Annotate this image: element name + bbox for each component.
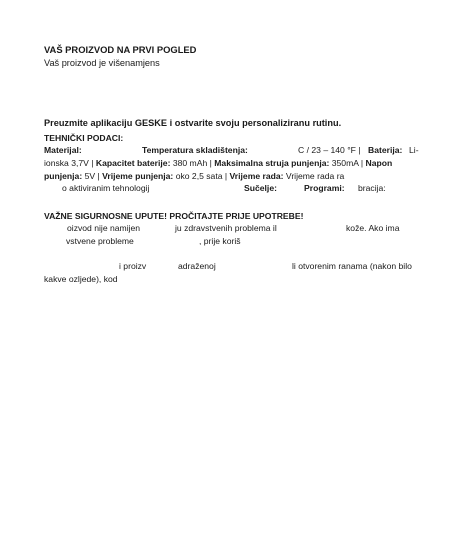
temp-label: Temperatura skladištenja: xyxy=(142,145,248,155)
max-current-label: Maksimalna struja punjenja: xyxy=(214,158,330,168)
safety-line-2a: vstvene probleme xyxy=(66,236,134,246)
app-prompt: Preuzmite aplikaciju GESKE i ostvarite svoju personaliziranu rutinu. xyxy=(44,118,342,128)
safety-line-3c: li otvorenim ranama (nakon bilo xyxy=(292,261,412,271)
safety-line-4a: kakve ozljede), kod xyxy=(44,274,118,284)
charge-time-value: oko 2,5 sata | xyxy=(175,171,228,181)
safety-line-2b: , prije koriš xyxy=(199,236,241,246)
interface-label: Sučelje: xyxy=(244,183,277,193)
safety-line-1c: kože. Ako ima xyxy=(346,223,400,233)
safety-line-3a: i proizv xyxy=(119,261,147,271)
safety-line-3b: adraženoj xyxy=(178,261,216,271)
max-current-value: 350mA | xyxy=(331,158,364,168)
tech-heading: TEHNIČKI PODACI: xyxy=(44,133,124,143)
safety-line-1b: ju zdravstvenih problema il xyxy=(175,223,277,233)
charge-time-label: Vrijeme punjenja: xyxy=(102,171,174,181)
battery-value-cont: ionska 3,7V | xyxy=(44,158,94,168)
capacity-value: 380 mAh | xyxy=(172,158,212,168)
section-subtitle: Vaš proizvod je višenamjens xyxy=(44,58,160,68)
temp-value: C / 23 – 140 °F | xyxy=(298,145,361,155)
run-time-label: Vrijeme rada: xyxy=(229,171,284,181)
safety-heading: VAŽNE SIGURNOSNE UPUTE! PROČITAJTE PRIJE UPOTREBE! xyxy=(44,211,304,221)
battery-label: Baterija: xyxy=(368,145,403,155)
voltage-label-cont: punjenja: xyxy=(44,171,83,181)
section-title: VAŠ PROIZVOD NA PRVI POGLED xyxy=(44,44,197,55)
voltage-label: Napon xyxy=(365,158,393,168)
battery-value: Li- xyxy=(409,145,419,155)
capacity-label: Kapacitet baterije: xyxy=(95,158,171,168)
activated-text: o aktiviranim tehnologij xyxy=(62,183,150,193)
tech-line-1 xyxy=(44,145,424,156)
programs-label: Programi: xyxy=(304,183,345,193)
material-label: Materijal: xyxy=(44,145,82,155)
safety-line-4 xyxy=(44,274,118,285)
safety-line-1a: oizvod nije namijen xyxy=(67,223,141,233)
tech-line-2 xyxy=(44,158,392,169)
run-time-value: Vrijeme rada ra xyxy=(285,171,345,181)
voltage-value: 5V | xyxy=(84,171,100,181)
tech-line-3 xyxy=(44,171,344,182)
programs-value: bracija: xyxy=(358,183,386,193)
